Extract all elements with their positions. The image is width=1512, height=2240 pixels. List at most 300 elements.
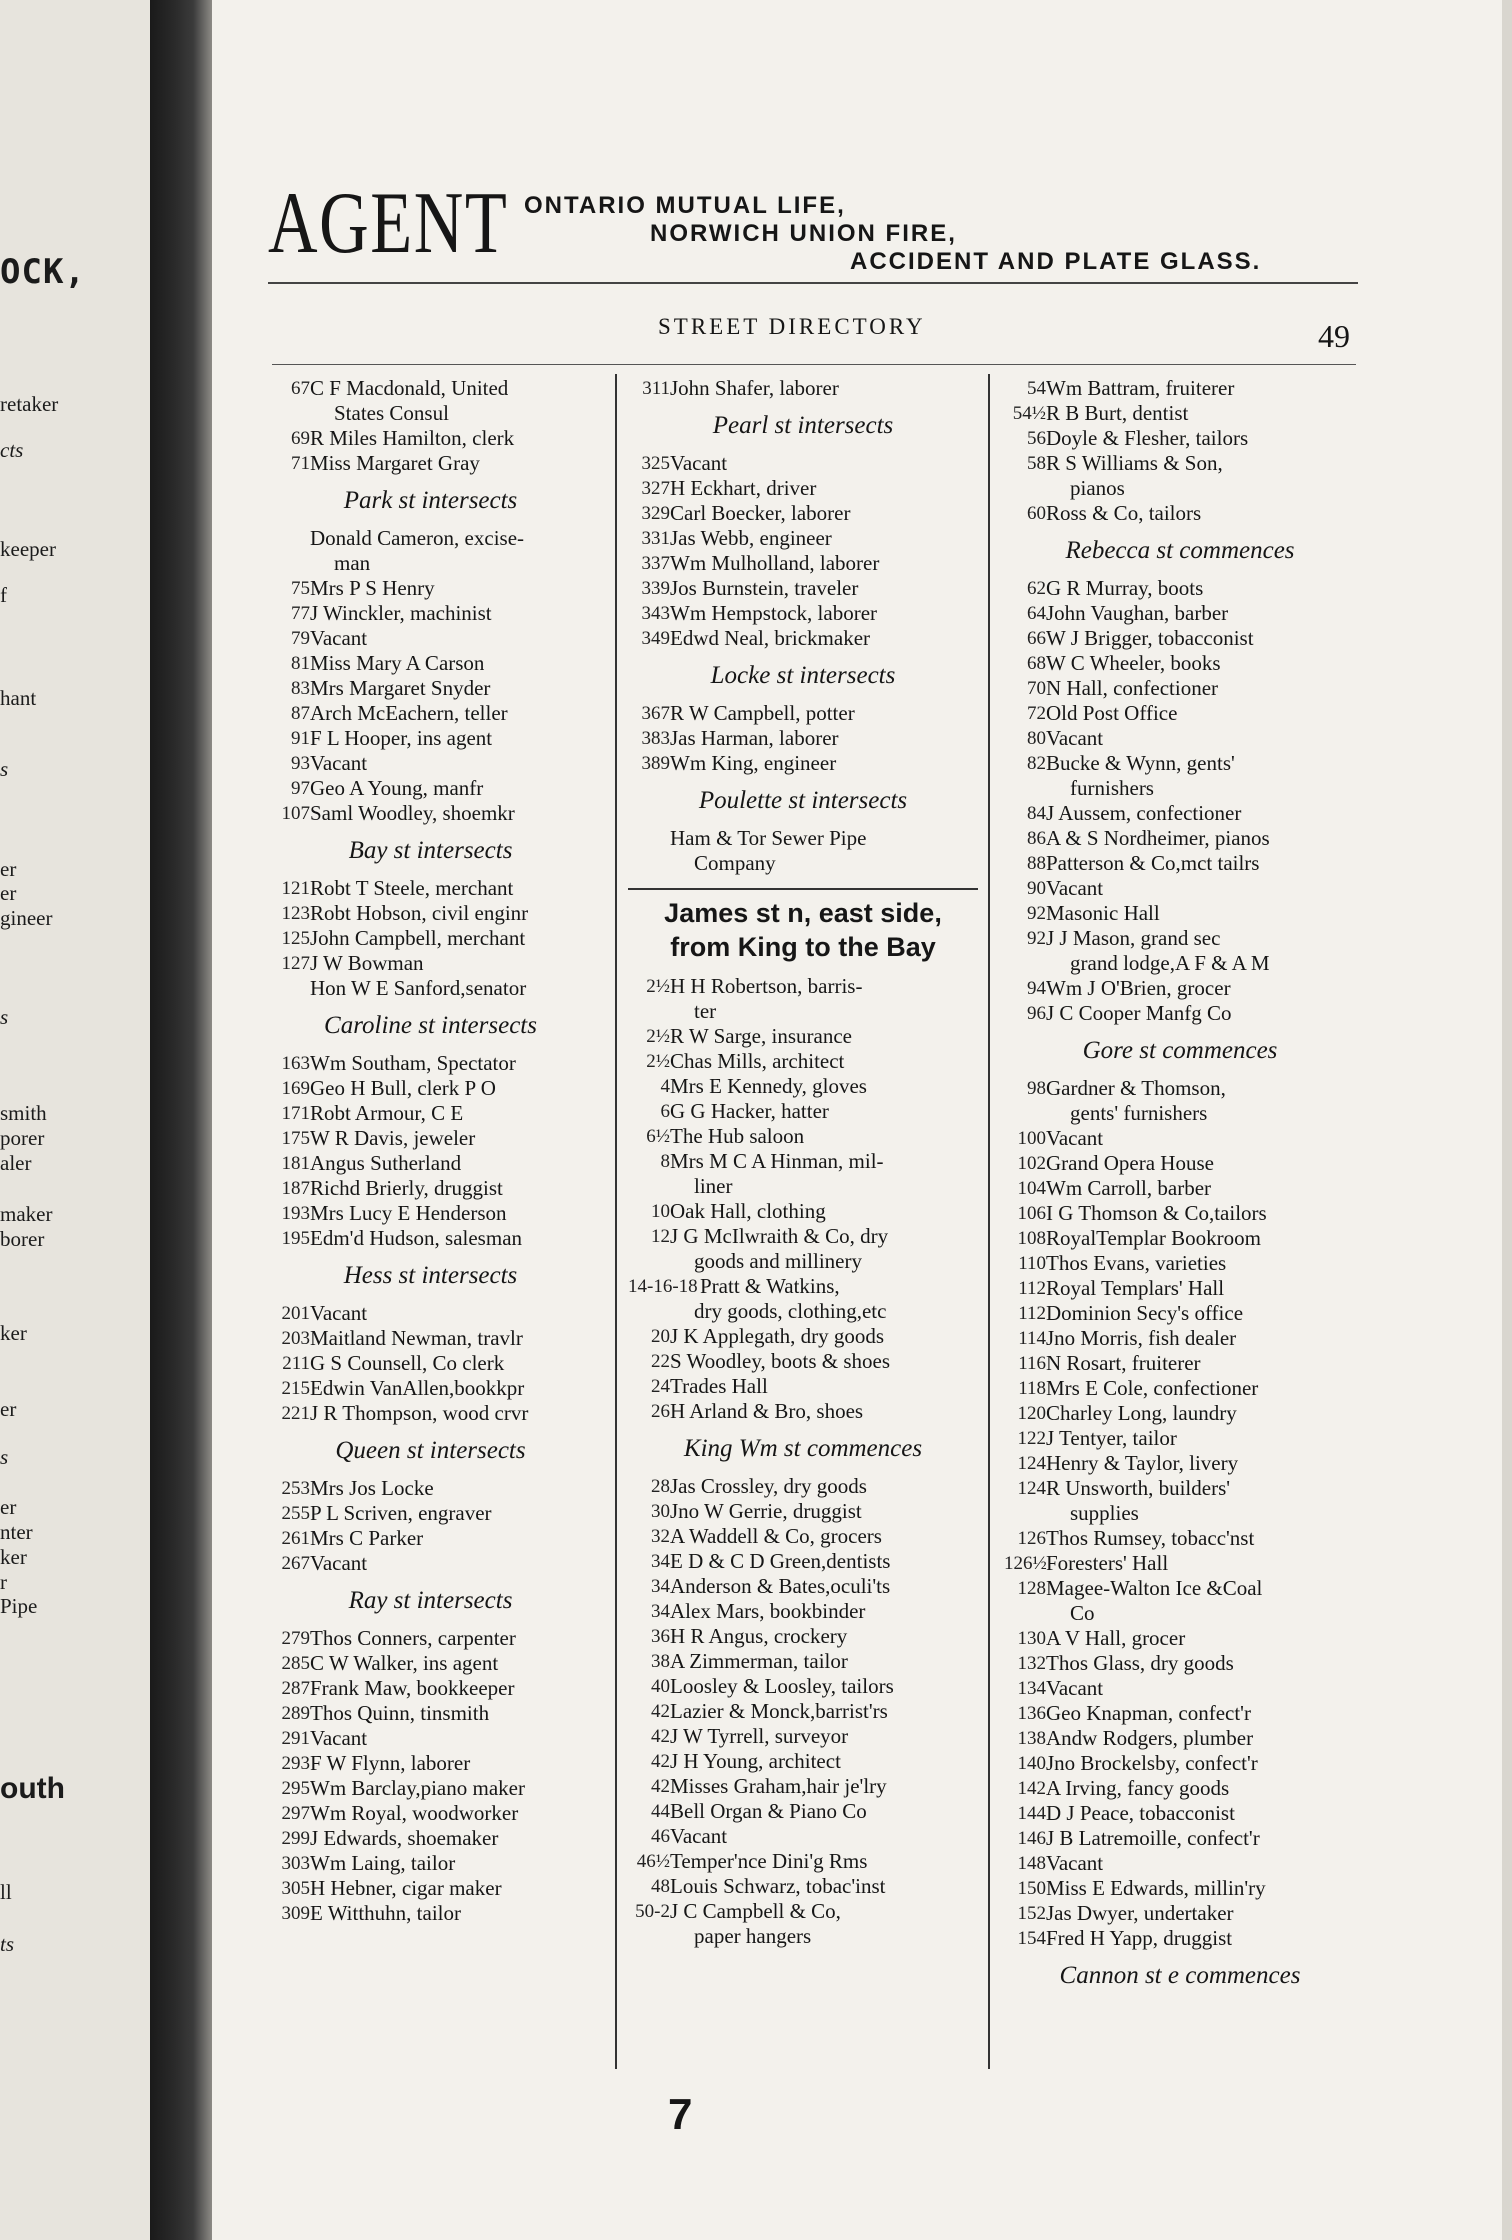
occupant-text: Mrs Jos Locke <box>310 1476 434 1500</box>
directory-entry <box>1004 1401 1356 1426</box>
directory-entry <box>268 876 593 901</box>
street-number: 20 <box>651 1326 670 1347</box>
occupant-text: Wm Barclay,piano maker <box>310 1776 525 1800</box>
street-number: 110 <box>1018 1253 1046 1274</box>
entry-continuation <box>628 1299 978 1324</box>
occupant-text: Company <box>694 851 776 875</box>
street-number: 83 <box>291 678 310 699</box>
street-number: 327 <box>641 478 670 499</box>
street-number: 36 <box>651 1626 670 1647</box>
facing-page-text: nter <box>0 1520 33 1544</box>
directory-entry <box>628 826 978 851</box>
street-number: 42 <box>651 1751 670 1772</box>
entry-continuation <box>628 1924 978 1949</box>
agent-heading: AGENT <box>268 175 509 272</box>
street-number: 8 <box>660 1151 670 1172</box>
street-number: 142 <box>1017 1778 1046 1799</box>
occupant-text: Saml Woodley, shoemkr <box>310 801 515 825</box>
occupant-text: States Consul <box>334 401 449 425</box>
street-number: 97 <box>291 778 310 799</box>
entry-continuation <box>1004 951 1356 976</box>
directory-entry <box>628 1499 978 1524</box>
directory-entry <box>268 1626 593 1651</box>
street-number: 92 <box>1027 928 1046 949</box>
occupant-text: Royal Templars' Hall <box>1046 1276 1225 1300</box>
directory-entry <box>628 1024 978 1049</box>
street-number: 201 <box>281 1303 310 1324</box>
cross-street-heading: Queen st intersects <box>335 1437 526 1464</box>
street-number: 62 <box>1027 578 1046 599</box>
street-number: 132 <box>1017 1653 1046 1674</box>
column-rule-2 <box>988 374 990 2069</box>
street-number: 56 <box>1027 428 1046 449</box>
directory-entry <box>268 651 593 676</box>
occupant-text: Alex Mars, bookbinder <box>670 1599 866 1623</box>
signature-mark: 7 <box>668 2090 693 2139</box>
street-number: 146 <box>1017 1828 1046 1849</box>
occupant-text: Dominion Secy's office <box>1046 1301 1244 1325</box>
occupant-text: Jno Morris, fish dealer <box>1046 1326 1237 1350</box>
occupant-text: Geo A Young, manfr <box>310 776 484 800</box>
occupant-text: Chas Mills, architect <box>670 1049 845 1073</box>
occupant-text: Thos Quinn, tinsmith <box>310 1701 490 1725</box>
directory-entry <box>268 376 593 401</box>
occupant-text: Richd Brierly, druggist <box>310 1176 503 1200</box>
occupant-text: J H Young, architect <box>670 1749 841 1773</box>
occupant-text: Geo Knapman, confect'r <box>1046 1701 1251 1725</box>
occupant-text: Hon W E Sanford,senator <box>310 976 527 1000</box>
occupant-text: John Shafer, laborer <box>670 376 839 400</box>
directory-entry <box>628 1124 978 1149</box>
page-number: 49 <box>1318 318 1350 354</box>
street-number: 71 <box>291 453 310 474</box>
occupant-text: ter <box>694 999 717 1023</box>
directory-entry <box>628 1649 978 1674</box>
occupant-text: Loosley & Loosley, tailors <box>670 1674 894 1698</box>
directory-entry <box>628 1599 978 1624</box>
street-number: 34 <box>651 1601 670 1622</box>
occupant-text: R W Sarge, insurance <box>670 1024 852 1048</box>
occupant-text: Ross & Co, tailors <box>1046 501 1202 525</box>
occupant-text: Thos Glass, dry goods <box>1046 1651 1234 1675</box>
street-number: 125 <box>281 928 310 949</box>
occupant-text: Doyle & Flesher, tailors <box>1046 426 1249 450</box>
directory-entry <box>268 1476 593 1501</box>
street-number: 112 <box>1018 1278 1046 1299</box>
street-number: 261 <box>281 1528 310 1549</box>
occupant-text: E D & C D Green,dentists <box>670 1549 891 1573</box>
street-number: 46 <box>651 1826 670 1847</box>
street-number: 32 <box>651 1526 670 1547</box>
entry-continuation <box>1004 776 1356 801</box>
occupant-text: Jas Webb, engineer <box>670 526 832 550</box>
occupant-text: I G Thomson & Co,tailors <box>1046 1201 1267 1225</box>
street-number: 91 <box>291 728 310 749</box>
facing-page-text: er <box>0 1495 17 1519</box>
directory-entry <box>268 1776 593 1801</box>
street-number: 295 <box>281 1778 310 1799</box>
occupant-text: P L Scriven, engraver <box>310 1501 492 1525</box>
facing-page-text: aler <box>0 1151 32 1175</box>
occupant-text: Vacant <box>1046 1676 1104 1700</box>
street-number: 50-2 <box>635 1901 670 1922</box>
directory-entry <box>1004 1076 1356 1101</box>
directory-entry <box>628 551 978 576</box>
occupant-text: Vacant <box>310 751 368 775</box>
occupant-text: Gardner & Thomson, <box>1046 1076 1226 1100</box>
street-number: 279 <box>281 1628 310 1649</box>
street-section-heading-line: from King to the Bay <box>670 932 936 962</box>
directory-entry <box>268 1126 593 1151</box>
entry-continuation <box>628 999 978 1024</box>
street-number: 127 <box>281 953 310 974</box>
directory-entry <box>628 1524 978 1549</box>
street-number: 70 <box>1027 678 1046 699</box>
occupant-text: Mrs M C A Hinman, mil- <box>670 1149 884 1173</box>
street-number: 112 <box>1018 1303 1046 1324</box>
directory-entry <box>1004 1226 1356 1251</box>
occupant-text: R S Williams & Son, <box>1046 451 1223 475</box>
street-number: 128 <box>1017 1578 1046 1599</box>
street-number: 96 <box>1027 1003 1046 1024</box>
street-number: 297 <box>281 1803 310 1824</box>
directory-entry <box>268 576 593 601</box>
occupant-text: A V Hall, grocer <box>1046 1626 1186 1650</box>
directory-entry <box>628 1374 978 1399</box>
facing-page-text: Pipe <box>0 1594 38 1618</box>
directory-entry <box>268 776 593 801</box>
directory-entry <box>628 1674 978 1699</box>
occupant-text: man <box>334 551 371 575</box>
facing-page-text: keeper <box>0 537 56 561</box>
directory-entry <box>628 1724 978 1749</box>
directory-entry <box>628 576 978 601</box>
directory-entry <box>628 1899 978 1924</box>
street-number: 138 <box>1017 1728 1046 1749</box>
facing-page-text: gineer <box>0 906 53 930</box>
directory-entry <box>268 951 593 976</box>
directory-entry <box>628 451 978 476</box>
directory-entry <box>268 1801 593 1826</box>
directory-entry <box>1004 1201 1356 1226</box>
street-number: 195 <box>281 1228 310 1249</box>
occupant-text: supplies <box>1070 1501 1139 1525</box>
directory-entry <box>628 526 978 551</box>
street-number: 2½ <box>646 1026 670 1047</box>
occupant-text: J Winckler, machinist <box>310 601 492 625</box>
cross-street-heading: Locke st intersects <box>710 662 896 689</box>
occupant-text: R W Campbell, potter <box>670 701 855 725</box>
street-number: 64 <box>1027 603 1046 624</box>
entry-continuation <box>268 551 593 576</box>
street-number: 100 <box>1017 1128 1046 1149</box>
occupant-text: Geo H Bull, clerk P O <box>310 1076 496 1100</box>
occupant-text: C F Macdonald, United <box>310 376 509 400</box>
street-number: 86 <box>1027 828 1046 849</box>
cross-street-heading: Rebecca st commences <box>1065 537 1295 564</box>
occupant-text: W J Brigger, tobacconist <box>1046 626 1254 650</box>
street-number: 116 <box>1018 1353 1046 1374</box>
street-number: 48 <box>651 1876 670 1897</box>
occupant-text: R Miles Hamilton, clerk <box>310 426 515 450</box>
street-number: 77 <box>291 603 310 624</box>
street-number: 203 <box>281 1328 310 1349</box>
occupant-text: R B Burt, dentist <box>1046 401 1189 425</box>
directory-entry <box>268 1876 593 1901</box>
occupant-text: Jos Burnstein, traveler <box>670 576 859 600</box>
directory-entry <box>1004 1126 1356 1151</box>
street-number: 136 <box>1017 1703 1046 1724</box>
directory-entry <box>268 1751 593 1776</box>
street-number: 287 <box>281 1678 310 1699</box>
facing-page-text: maker <box>0 1202 53 1226</box>
entry-continuation <box>1004 1501 1356 1526</box>
occupant-text: Vacant <box>1046 876 1104 900</box>
street-number: 12 <box>651 1226 670 1247</box>
street-number: 80 <box>1027 728 1046 749</box>
directory-entry <box>628 726 978 751</box>
directory-entry <box>1004 401 1356 426</box>
occupant-text: A Zimmerman, tailor <box>670 1649 848 1673</box>
street-number: 118 <box>1018 1378 1046 1399</box>
street-number: 126 <box>1017 1528 1046 1549</box>
street-number: 309 <box>281 1903 310 1924</box>
occupant-text: C W Walker, ins agent <box>310 1651 499 1675</box>
occupant-text: Mrs E Cole, confectioner <box>1046 1376 1259 1400</box>
occupant-text: Wm Laing, tailor <box>310 1851 456 1875</box>
street-number: 34 <box>651 1551 670 1572</box>
directory-entry <box>1004 1626 1356 1651</box>
directory-entry <box>268 1301 593 1326</box>
occupant-text: Old Post Office <box>1046 701 1178 725</box>
directory-entry <box>1004 1551 1356 1576</box>
street-number: 148 <box>1017 1853 1046 1874</box>
street-number: 67 <box>291 378 310 399</box>
occupant-text: Frank Maw, bookkeeper <box>310 1676 515 1700</box>
street-number: 134 <box>1017 1678 1046 1699</box>
occupant-text: Arch McEachern, teller <box>310 701 508 725</box>
facing-page-text: ll <box>0 1880 12 1904</box>
street-number: 54 <box>1027 378 1046 399</box>
street-number: 303 <box>281 1853 310 1874</box>
occupant-text: J G McIlwraith & Co, dry <box>670 1224 889 1248</box>
directory-entry <box>268 1826 593 1851</box>
directory-entry <box>268 751 593 776</box>
street-number: 211 <box>282 1353 310 1374</box>
directory-entry <box>1004 851 1356 876</box>
entry-continuation <box>628 851 978 876</box>
street-number: 187 <box>281 1178 310 1199</box>
directory-entry <box>628 1849 978 1874</box>
directory-entry <box>1004 876 1356 901</box>
street-number: 253 <box>281 1478 310 1499</box>
occupant-text: J W Tyrrell, surveyor <box>670 1724 849 1748</box>
street-number: 311 <box>642 378 670 399</box>
directory-entry <box>628 1549 978 1574</box>
occupant-text: H H Robertson, barris- <box>670 974 863 998</box>
occupant-text: G S Counsell, Co clerk <box>310 1351 505 1375</box>
street-number: 114 <box>1018 1328 1046 1349</box>
occupant-text: Vacant <box>1046 1126 1104 1150</box>
street-number: 102 <box>1017 1153 1046 1174</box>
street-number: 285 <box>281 1653 310 1674</box>
directory-entry <box>1004 1826 1356 1851</box>
occupant-text: Henry & Taylor, livery <box>1046 1451 1239 1475</box>
directory-entry <box>1004 1326 1356 1351</box>
street-number: 130 <box>1017 1628 1046 1649</box>
occupant-text: Lazier & Monck,barrist'rs <box>670 1699 888 1723</box>
street-number: 26 <box>651 1401 670 1422</box>
occupant-text: Vacant <box>670 1824 728 1848</box>
street-number: 60 <box>1027 503 1046 524</box>
directory-entry <box>1004 1251 1356 1276</box>
street-number: 339 <box>641 578 670 599</box>
street-number: 221 <box>281 1403 310 1424</box>
street-number: 34 <box>651 1576 670 1597</box>
street-number: 169 <box>281 1078 310 1099</box>
directory-entry <box>268 1051 593 1076</box>
facing-page-text: ker <box>0 1321 27 1345</box>
street-number: 123 <box>281 903 310 924</box>
directory-entry <box>1004 1801 1356 1826</box>
directory-entry <box>628 1274 978 1299</box>
facing-page-fragment <box>0 0 150 2240</box>
directory-entry <box>1004 1476 1356 1501</box>
directory-column-1 <box>268 376 593 1926</box>
directory-entry <box>628 751 978 776</box>
cross-street-heading: Bay st intersects <box>348 837 513 864</box>
street-number: 349 <box>641 628 670 649</box>
street-number: 124 <box>1017 1453 1046 1474</box>
directory-column-2 <box>628 376 978 1949</box>
occupant-text: RoyalTemplar Bookroom <box>1046 1226 1261 1250</box>
directory-entry <box>1004 1351 1356 1376</box>
street-number: 181 <box>281 1153 310 1174</box>
occupant-text: W R Davis, jeweler <box>310 1126 476 1150</box>
occupant-text: Wm King, engineer <box>670 751 837 775</box>
directory-entry <box>628 1799 978 1824</box>
directory-entry <box>1004 1901 1356 1926</box>
street-number: 293 <box>281 1753 310 1774</box>
street-number: 24 <box>651 1376 670 1397</box>
directory-entry <box>628 701 978 726</box>
occupant-text: Foresters' Hall <box>1046 1551 1169 1575</box>
directory-entry <box>628 1574 978 1599</box>
occupant-text: Bucke & Wynn, gents' <box>1046 751 1235 775</box>
directory-entry <box>628 1874 978 1899</box>
street-number: 106 <box>1017 1203 1046 1224</box>
directory-entry <box>1004 1851 1356 1876</box>
directory-entry <box>1004 1451 1356 1476</box>
facing-page-text: borer <box>0 1227 45 1251</box>
street-number: 389 <box>641 753 670 774</box>
street-number: 126½ <box>1004 1553 1047 1574</box>
directory-entry <box>1004 601 1356 626</box>
street-number: 2½ <box>646 1051 670 1072</box>
directory-entry <box>268 701 593 726</box>
directory-entry <box>1004 901 1356 926</box>
street-number: 343 <box>641 603 670 624</box>
entry-continuation <box>628 1174 978 1199</box>
directory-entry <box>268 926 593 951</box>
street-number: 58 <box>1027 453 1046 474</box>
occupant-text: Anderson & Bates,oculi'ts <box>670 1574 891 1598</box>
cross-street-heading: Pearl st intersects <box>712 412 894 439</box>
occupant-text: Vacant <box>310 1551 368 1575</box>
street-number: 299 <box>281 1828 310 1849</box>
directory-entry <box>1004 1001 1356 1026</box>
directory-entry <box>1004 801 1356 826</box>
occupant-text: Pratt & Watkins, <box>700 1274 840 1298</box>
directory-entry <box>628 1349 978 1374</box>
occupant-text: pianos <box>1070 476 1125 500</box>
insurance-line-1: ONTARIO MUTUAL LIFE, <box>524 192 846 219</box>
occupant-text: Charley Long, laundry <box>1046 1401 1237 1425</box>
directory-entry <box>628 1824 978 1849</box>
occupant-text: A Waddell & Co, grocers <box>670 1524 882 1548</box>
directory-entry <box>628 1474 978 1499</box>
occupant-text: J J Mason, grand sec <box>1046 926 1221 950</box>
directory-entry <box>268 1226 593 1251</box>
occupant-text: J C Cooper Manfg Co <box>1046 1001 1232 1025</box>
street-number: 215 <box>281 1378 310 1399</box>
occupant-text: furnishers <box>1070 776 1154 800</box>
occupant-text: Miss Mary A Carson <box>310 651 485 675</box>
occupant-text: Wm Southam, Spectator <box>310 1051 516 1075</box>
street-number: 329 <box>641 503 670 524</box>
occupant-text: J C Campbell & Co, <box>670 1899 841 1923</box>
occupant-text: F W Flynn, laborer <box>310 1751 471 1775</box>
occupant-text: Wm Battram, fruiterer <box>1046 376 1235 400</box>
directory-entry <box>628 1324 978 1349</box>
occupant-text: G R Murray, boots <box>1046 576 1204 600</box>
street-number: 46½ <box>636 1851 670 1872</box>
street-number: 193 <box>281 1203 310 1224</box>
occupant-text: J K Applegath, dry goods <box>670 1324 885 1348</box>
directory-entry <box>1004 1376 1356 1401</box>
street-number: 79 <box>291 628 310 649</box>
occupant-text: Vacant <box>310 1301 368 1325</box>
directory-entry <box>628 974 978 999</box>
occupant-text: Wm Royal, woodworker <box>310 1801 519 1825</box>
directory-entry <box>628 1774 978 1799</box>
occupant-text: Ham & Tor Sewer Pipe <box>670 826 867 850</box>
street-number: 144 <box>1017 1803 1046 1824</box>
occupant-text: Vacant <box>1046 726 1104 750</box>
occupant-text: H R Angus, crockery <box>670 1624 848 1648</box>
street-number: 325 <box>641 453 670 474</box>
facing-page-text: er <box>0 881 17 905</box>
directory-entry <box>628 1224 978 1249</box>
street-number: 267 <box>281 1553 310 1574</box>
subhead-rule <box>272 364 1356 365</box>
directory-entry <box>1004 651 1356 676</box>
street-number: 120 <box>1017 1403 1046 1424</box>
entry-continuation <box>628 1249 978 1274</box>
occupant-text: Wm Mulholland, laborer <box>670 551 880 575</box>
occupant-text: Edwd Neal, brickmaker <box>670 626 871 650</box>
facing-page-text: s <box>0 1005 9 1029</box>
directory-entry <box>1004 1651 1356 1676</box>
cross-street-heading: Park st intersects <box>343 487 518 514</box>
directory-entry <box>628 1199 978 1224</box>
street-number: 87 <box>291 703 310 724</box>
facing-page-text: r <box>0 1570 7 1594</box>
directory-entry <box>628 1099 978 1124</box>
street-number: 42 <box>651 1701 670 1722</box>
street-number: 150 <box>1017 1878 1046 1899</box>
directory-entry <box>1004 626 1356 651</box>
